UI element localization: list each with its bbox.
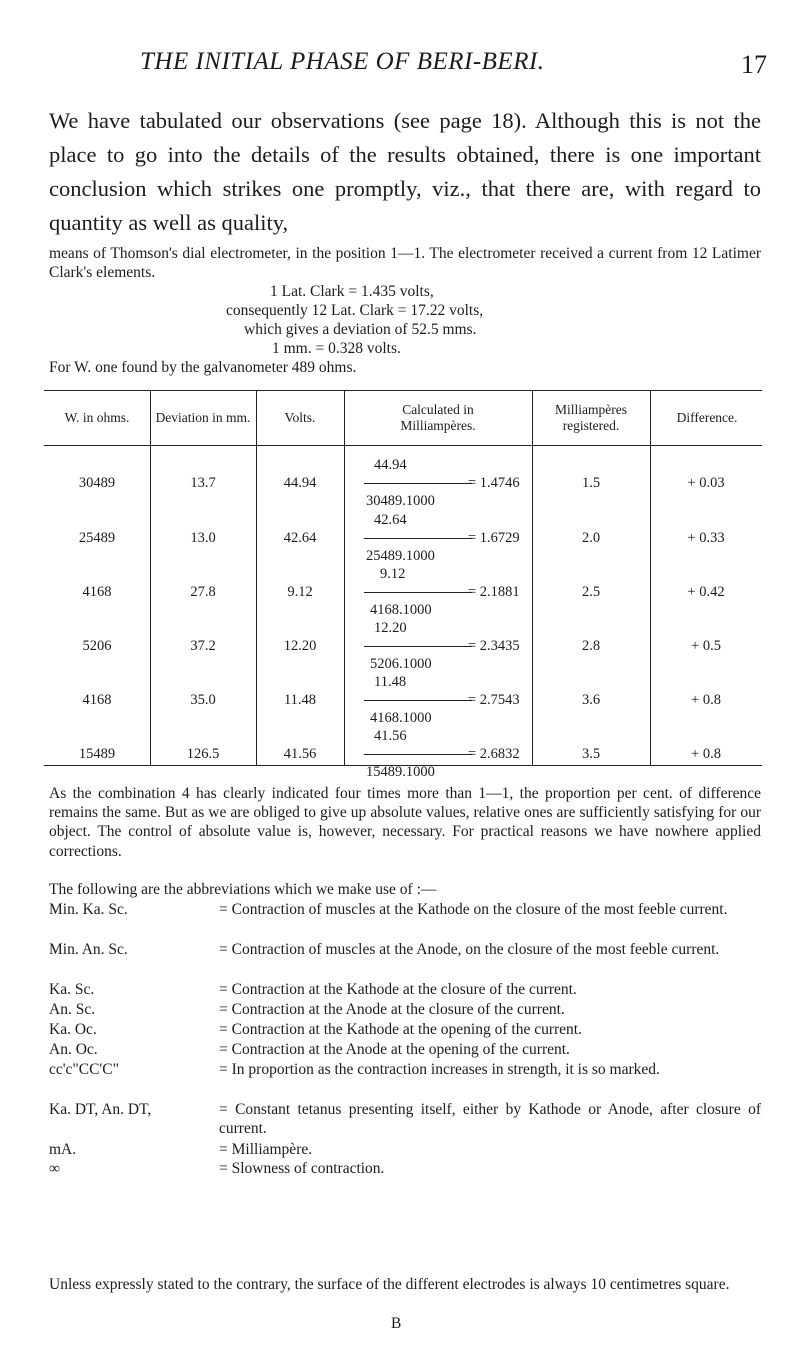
cell-deviation: 27.8 xyxy=(190,584,216,600)
cell-difference: + 0.03 xyxy=(687,475,725,491)
cell-deviation: 35.0 xyxy=(190,692,216,708)
abbreviation-term: An. Sc. xyxy=(49,1001,96,1018)
table-top-rule xyxy=(44,390,762,391)
fraction-result: = 1.6729 xyxy=(468,530,520,546)
abbreviations-intro: The following are the abbreviations which we make use of :— xyxy=(49,881,437,898)
abbreviation-term: An. Oc. xyxy=(49,1041,98,1058)
cell-registered: 3.6 xyxy=(581,692,601,708)
cell-difference: + 0.42 xyxy=(687,584,725,600)
fraction-numerator: 42.64 xyxy=(374,512,407,528)
abbreviation-term: Min. Ka. Sc. xyxy=(49,901,128,918)
header-deviation: Deviation in mm. xyxy=(155,410,251,425)
cell-difference: + 0.8 xyxy=(691,746,721,762)
table-header-rule xyxy=(44,445,762,446)
cell-deviation: 126.5 xyxy=(186,746,220,762)
signature-mark: B xyxy=(391,1315,402,1332)
fraction-bar xyxy=(364,483,472,484)
abbreviation-term: cc'c"CC'C" xyxy=(49,1061,119,1078)
cell-deviation: 37.2 xyxy=(190,638,216,654)
fraction-bar xyxy=(364,646,472,647)
fraction-result: = 1.4746 xyxy=(468,475,520,491)
fraction-result: = 2.3435 xyxy=(468,638,520,654)
electrode-note: Unless expressly stated to the contrary, the surface of the different electrodes is always 10 centimetres square. xyxy=(49,1276,730,1293)
fraction-denominator: 5206.1000 xyxy=(370,656,432,672)
cell-registered: 3.5 xyxy=(581,746,601,762)
fraction-numerator: 44.94 xyxy=(374,457,407,473)
fraction-denominator: 15489.1000 xyxy=(366,764,435,780)
galvanometer-line: For W. one found by the galvanometer 489 ohms. xyxy=(49,359,357,376)
abbreviation-definition: = Contraction of muscles at the Anode, on the closure of the most feeble current. xyxy=(219,941,720,958)
abbreviation-definition: = Contraction at the Anode at the opening of the current. xyxy=(219,1041,570,1058)
abbreviation-term: Ka. DT, An. DT, xyxy=(49,1101,152,1118)
header-calculated: Calculated in Milliampères. xyxy=(400,402,476,433)
cell-difference: + 0.8 xyxy=(691,692,721,708)
cell-volts: 9.12 xyxy=(287,584,313,600)
column-rule xyxy=(344,390,345,765)
header-registered: Milliampères registered. xyxy=(555,402,627,433)
cell-registered: 2.0 xyxy=(581,530,601,546)
abbreviation-term: ∞ xyxy=(49,1160,61,1177)
abbreviation-definition: = Contraction at the Anode at the closure of the current. xyxy=(219,1001,565,1018)
cell-difference: + 0.33 xyxy=(687,530,725,546)
cell-w: 25489 xyxy=(78,530,116,546)
abbreviation-definition: = Constant tetanus presenting itself, either by Kathode or Anode, after closure of current. xyxy=(219,1101,761,1138)
fraction-denominator: 25489.1000 xyxy=(366,548,435,564)
running-head xyxy=(0,48,800,84)
header-difference: Difference. xyxy=(676,410,738,425)
fraction-numerator: 12.20 xyxy=(374,620,407,636)
equation-line: consequently 12 Lat. Clark = 17.22 volts, xyxy=(226,302,484,319)
intro-paragraph: We have tabulated our observations (see page 18). Although this is not the place to go into the details of the results obtained, there is one important conclusion which strikes one promptly, viz., that there are, with regard to quantity as well as quality, xyxy=(49,108,761,235)
cell-registered: 2.5 xyxy=(581,584,601,600)
fraction-result: = 2.1881 xyxy=(468,584,520,600)
cell-volts: 12.20 xyxy=(283,638,317,654)
electrometer-paragraph: means of Thomson's dial electrometer, in the position 1—1. The electrometer received a current from 12 Latimer Clark's elements. xyxy=(49,245,761,281)
fraction-denominator: 4168.1000 xyxy=(370,710,432,726)
abbreviation-definition: = In proportion as the contraction increases in strength, it is so marked. xyxy=(219,1061,660,1078)
abbreviation-definition: = Contraction of muscles at the Kathode on the closure of the most feeble current. xyxy=(219,901,728,918)
combination-paragraph: As the combination 4 has clearly indicated four times more than 1—1, the proportion per cent. of difference remains the same. But as we are obliged to give up absolute values, relative ones are sufficiently satisfying for our object. The control of absolute value is, however, necessary. For practical reasons we have nowhere applied corrections. xyxy=(49,785,761,860)
cell-w: 15489 xyxy=(78,746,116,762)
abbreviation-term: Ka. Sc. xyxy=(49,981,95,998)
running-title: THE INITIAL PHASE OF BERI-BERI. xyxy=(140,48,545,75)
cell-volts: 42.64 xyxy=(283,530,317,546)
cell-volts: 41.56 xyxy=(283,746,317,762)
cell-registered: 1.5 xyxy=(581,475,601,491)
fraction-numerator: 9.12 xyxy=(380,566,406,582)
fraction-bar xyxy=(364,754,472,755)
cell-registered: 2.8 xyxy=(581,638,601,654)
fraction-result: = 2.6832 xyxy=(468,746,520,762)
fraction-result: = 2.7543 xyxy=(468,692,520,708)
cell-deviation: 13.7 xyxy=(190,475,216,491)
abbreviation-term: mA. xyxy=(49,1141,77,1158)
equation-line: 1 Lat. Clark = 1.435 volts, xyxy=(270,283,434,300)
equation-line: which gives a deviation of 52.5 mms. xyxy=(244,321,477,338)
cell-difference: + 0.5 xyxy=(691,638,721,654)
equation-line: 1 mm. = 0.328 volts. xyxy=(272,340,401,357)
page-number: 17 xyxy=(741,50,767,79)
fraction-bar xyxy=(364,592,472,593)
fraction-denominator: 30489.1000 xyxy=(366,493,435,509)
fraction-numerator: 41.56 xyxy=(374,728,407,744)
abbreviation-definition: = Milliampère. xyxy=(219,1141,313,1158)
cell-volts: 44.94 xyxy=(283,475,317,491)
measurement-table xyxy=(44,390,762,780)
abbreviation-definition: = Slowness of contraction. xyxy=(219,1160,385,1177)
abbreviation-term: Ka. Oc. xyxy=(49,1021,97,1038)
abbreviation-definition: = Contraction at the Kathode at the opening of the current. xyxy=(219,1021,582,1038)
header-volts: Volts. xyxy=(284,410,316,425)
abbreviation-term: Min. An. Sc. xyxy=(49,941,128,958)
cell-w: 4168 xyxy=(82,692,112,708)
fraction-denominator: 4168.1000 xyxy=(370,602,432,618)
cell-w: 5206 xyxy=(82,638,112,654)
cell-volts: 11.48 xyxy=(283,692,317,708)
fraction-numerator: 11.48 xyxy=(374,674,407,690)
fraction-bar xyxy=(364,538,472,539)
header-w-ohms: W. in ohms. xyxy=(64,410,130,425)
cell-w: 4168 xyxy=(82,584,112,600)
fraction-bar xyxy=(364,700,472,701)
abbreviation-definition: = Contraction at the Kathode at the closure of the current. xyxy=(219,981,577,998)
cell-w: 30489 xyxy=(78,475,116,491)
cell-deviation: 13.0 xyxy=(190,530,216,546)
